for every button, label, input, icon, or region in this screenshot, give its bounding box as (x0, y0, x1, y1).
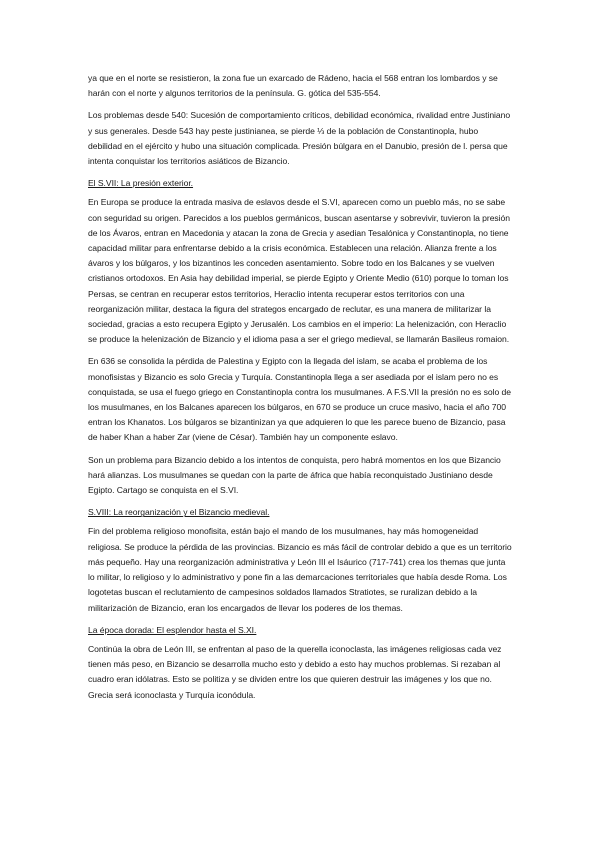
heading-golden-age: La época dorada: El esplendor hasta el S.XI. (88, 624, 257, 635)
heading-s7: El S.VII: La presión exterior. (88, 178, 194, 189)
paragraph-reorganization: Fin del problema religioso monofisita, están bajo el mando de los musulmanes, hay más homogeneidad religiosa. Se produce la pérdida de las provincias. Bizancio es más fácil de controlar debido a que es un territorio más pequeño. Hay una reorganización administrativa y León III el Isáurico (717-741) crea los themas que junta lo militar, lo religioso y lo administrativo y pone fin a las demarcaciones territoriales que había desde Roma. Los logotetas buscan el reclutamiento de campesinos soldados llamados Stratiotes, se ruralizan debido a la militarización de Bizancio, eran los encargados de llevar los poderes de los themas. (88, 526, 512, 613)
paragraph-problems-540: Los problemas desde 540: Sucesión de comportamiento críticos, debilidad económica, rivalidad entre Justiniano y sus generales. Desde 543 hay peste justinianea, se pierde ⅓ de la población de Constantinopla, hubo debilidad en el ejército y hubo una situación complicada. Presión búlgara en el Danubio, presión de l. persa que intenta conquistar los territorios asiáticos de Bizancio. (88, 110, 511, 167)
document-page (88, 71, 512, 710)
paragraph-iconoclasm: Continúa la obra de León III, se enfrentan al paso de la querella iconoclasta, las imágenes religiosas cada vez tienen más peso, en Bizancio se desarrolla mucho esto y debido a esto hay muchos problemas. Si rezaban al cuadro eran idólatras. Esto se politiza y se dividen entre los que quieren destruir las imágenes y los que no. Grecia será iconoclasta y Turquía iconódula. (88, 643, 502, 700)
paragraph-islam: En 636 se consolida la pérdida de Palestina y Egipto con la llegada del islam, se acaba el problema de los monofisistas y Bizancio es solo Grecia y Turquía. Constantinopla llega a ser asediada por el islam pero no es conquistada, se usa el fuego griego en Constantinopla contra los musulmanes. A F.S.VII la presión no es solo de los musulmanes, en los Balcanes aparecen los búlgaros, en 670 se produce un cruce masivo, hacia el año 700 entran los Khanatos. Los búlgaros se bizantinizan ya que adquieren lo que les parece bueno de Bizancio, pasa de haber Khan a haber Zar (viene de César). También hay un componente eslavo. (88, 356, 511, 443)
paragraph-slavs: En Europa se produce la entrada masiva de eslavos desde el S.VI, aparecen como un pueblo más, no se sabe con seguridad su origen. Parecidos a los pueblos germánicos, buscan asentarse y sobrevivir, tuvieron la presión de los Ávaros, entran en Macedonia y atacan la zona de Grecia y asedian Tesalónica y Constantinopla, no tiene capacidad militar para enfrentarse debido a la crisis económica. Establecen una relación. Alianza frente a los ávaros y los búlgaros, y los bizantinos les conceden asentamiento. Sobre todo en los Balcanes y se vuelven cristianos ortodoxos. En Asia hay debilidad imperial, se pierde Egipto y Oriente Medio (610) porque lo toman los Persas, se centran en recuperar estos territorios, Heraclio intenta recuperar estos territorios con una reorganización militar, destaca la figura del strategos encargado de reclutar, es una manera de militarizar la sociedad, gracias a esto recupera Egipto y Jerusalén. Los cambios en el imperio: La helenización, con Heraclio se produce la helenización de Bizancio y el idioma pasa a ser el griego medieval, se llamarán Basileus romaion. (88, 197, 510, 345)
heading-s8: S.VIII: La reorganización y el Bizancio medieval. (88, 507, 270, 518)
paragraph-lombards: ya que en el norte se resistieron, la zona fue un exarcado de Rádeno, hacia el 568 entran los lombardos y se harán con el norte y algunos territorios de la península. G. gótica del 535-554. (88, 73, 498, 99)
paragraph-alliances: Son un problema para Bizancio debido a los intentos de conquista, pero habrá momentos en los que Bizancio hará alianzas. Los musulmanes se quedan con la parte de áfrica que había reconquistado Justiniano desde Egipto. Cartago se conquista en el S.VI. (88, 454, 501, 496)
